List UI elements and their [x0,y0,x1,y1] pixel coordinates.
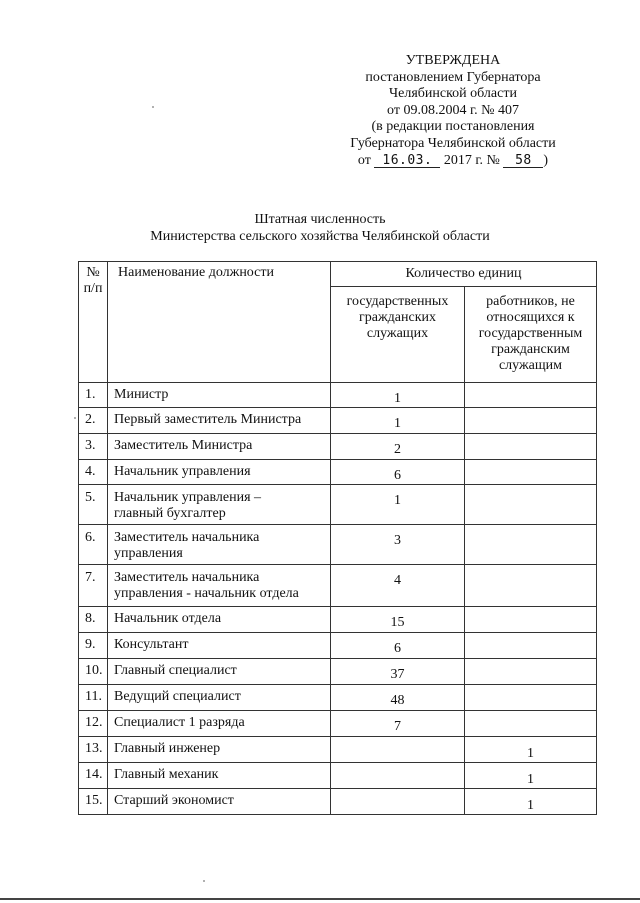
other-workers-count [465,525,597,565]
position-name: Старший экономист [108,789,331,815]
row-number: 1. [79,383,108,408]
gov-servants-count: 4 [331,565,465,607]
position-name: Специалист 1 разряда [108,711,331,737]
approval-line: постановлением Губернатора [365,69,541,85]
position-name: Главный инженер [108,737,331,763]
table-row [79,789,597,815]
position-name: Главный механик [108,763,331,789]
gov-servants-count: 6 [331,460,465,485]
scan-speck [74,417,76,419]
amendment-date-line [330,153,576,170]
approval-close-paren: ) [543,152,549,168]
position-name: Начальник отдела [108,607,331,633]
header-position-name: Наименование должности [108,262,331,383]
scan-speck [203,880,205,882]
other-workers-count: 1 [465,763,597,789]
table-row [79,485,597,525]
other-workers-count: 1 [465,737,597,763]
table-row [79,737,597,763]
row-number: 7. [79,565,108,607]
row-number: 3. [79,434,108,460]
row-number: 11. [79,685,108,711]
document-title [0,211,640,245]
gov-servants-count: 1 [331,485,465,525]
table-row [79,434,597,460]
gov-servants-count: 37 [331,659,465,685]
gov-servants-count [331,763,465,789]
position-name: Главный специалист [108,659,331,685]
table-row [79,685,597,711]
other-workers-count [465,485,597,525]
gov-servants-count: 2 [331,434,465,460]
gov-servants-count: 6 [331,633,465,659]
approval-ot: от [357,152,371,168]
row-number: 10. [79,659,108,685]
other-workers-count [465,434,597,460]
other-workers-count [465,711,597,737]
position-name: Начальник управления [108,460,331,485]
row-number: 8. [79,607,108,633]
other-workers-count [465,685,597,711]
table-row [79,763,597,789]
table-row [79,607,597,633]
row-number: 2. [79,408,108,434]
other-workers-count [465,383,597,408]
gov-servants-count: 1 [331,383,465,408]
position-name: Заместитель Министра [108,434,331,460]
table-row [79,711,597,737]
bottom-scan-edge [0,898,640,900]
row-number: 4. [79,460,108,485]
position-name: Министр [108,383,331,408]
approval-line: от 09.08.2004 г. № 407 [387,102,519,118]
approval-heading: УТВЕРЖДЕНА [405,53,501,68]
table-header-row [79,262,597,287]
approval-year: 2017 г. № [443,152,500,168]
other-workers-count: 1 [465,789,597,815]
gov-servants-count [331,737,465,763]
row-number: 13. [79,737,108,763]
staff-table [78,261,597,815]
position-name: Первый заместитель Министра [108,408,331,434]
header-number: № п/п [79,262,108,383]
header-other-workers: работников, не относящихся к государственным гражданским служащим [465,287,597,383]
table-row [79,408,597,434]
approval-stamp [330,53,576,169]
title-line: Штатная численность [254,212,386,227]
position-name: Ведущий специалист [108,685,331,711]
table-row [79,659,597,685]
row-number: 12. [79,711,108,737]
approval-line: (в редакции постановления [371,119,535,135]
row-number: 9. [79,633,108,659]
handwritten-number: 58 [503,154,543,168]
gov-servants-count: 15 [331,607,465,633]
other-workers-count [465,460,597,485]
header-quantity: Количество единиц [331,262,597,287]
table-row [79,525,597,565]
position-name: Консультант [108,633,331,659]
row-number: 15. [79,789,108,815]
table-row [79,565,597,607]
handwritten-date: 16.03. [374,154,440,168]
table-row [79,383,597,408]
gov-servants-count: 1 [331,408,465,434]
scan-speck [152,106,154,108]
table-row [79,460,597,485]
approval-line: Губернатора Челябинской области [350,135,556,151]
gov-servants-count: 7 [331,711,465,737]
position-name: Начальник управления – главный бухгалтер [108,485,331,525]
gov-servants-count: 48 [331,685,465,711]
row-number: 14. [79,763,108,789]
other-workers-count [465,408,597,434]
table-row [79,633,597,659]
row-number: 6. [79,525,108,565]
other-workers-count [465,607,597,633]
other-workers-count [465,659,597,685]
gov-servants-count: 3 [331,525,465,565]
approval-line: Челябинской области [389,86,517,102]
position-name: Заместитель начальника управления - начальник отдела [108,565,331,607]
title-line: Министерства сельского хозяйства Челябинской области [150,229,490,244]
row-number: 5. [79,485,108,525]
header-gov-servants: государственных гражданских служащих [331,287,465,383]
other-workers-count [465,633,597,659]
gov-servants-count [331,789,465,815]
position-name: Заместитель начальника управления [108,525,331,565]
other-workers-count [465,565,597,607]
